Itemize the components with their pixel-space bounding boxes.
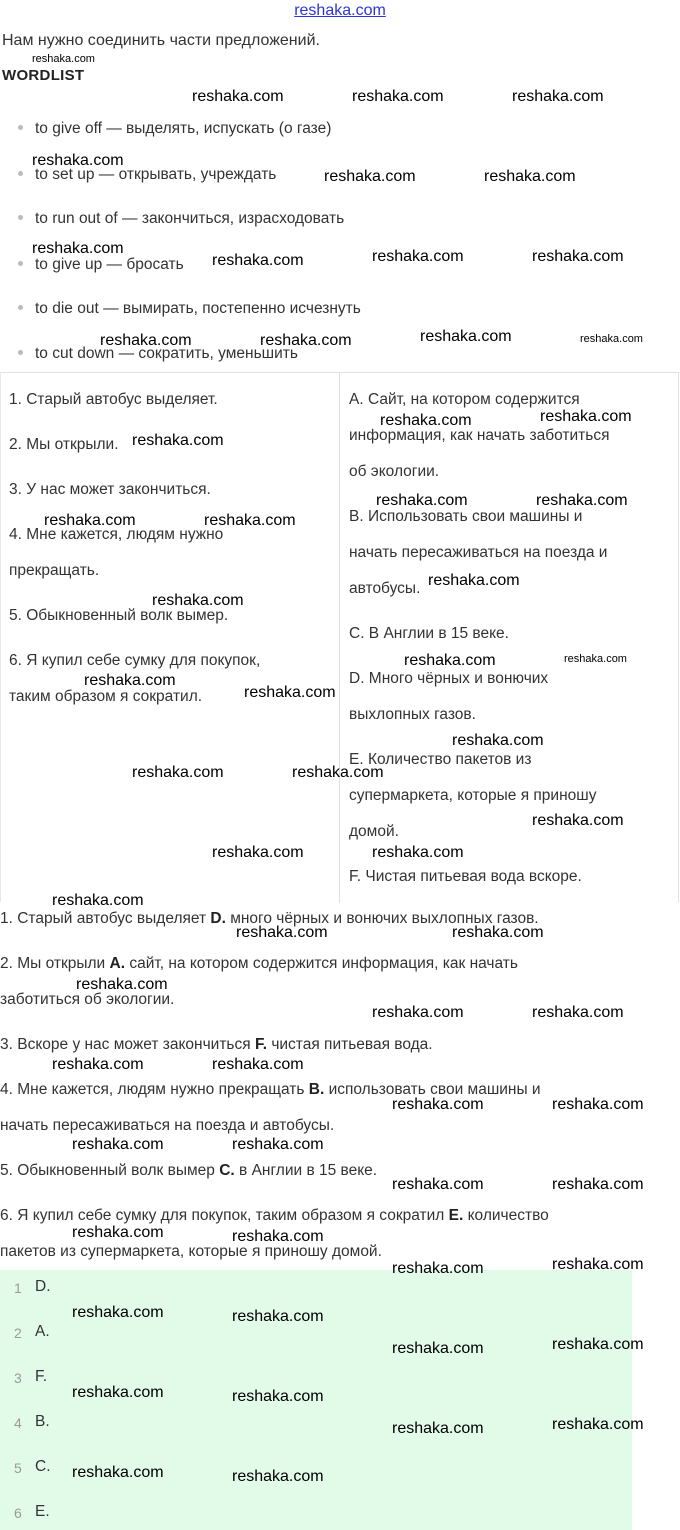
watermark: reshaka.com [420, 328, 512, 345]
answer-post: использовать свои машины и [324, 1081, 541, 1098]
watermark: reshaka.com [552, 1256, 644, 1273]
watermark: reshaka.com [532, 248, 624, 265]
answer-sentence [0, 955, 518, 973]
watermark: reshaka.com [452, 732, 544, 749]
watermark: reshaka.com [232, 1308, 324, 1325]
left-cell-line: 3. У нас может закончиться. [9, 481, 211, 498]
answer-sentence [0, 1162, 377, 1180]
wordlist-item-text: to give up — бросать [35, 256, 184, 273]
watermark: reshaka.com [84, 672, 176, 689]
watermark: reshaka.com [452, 924, 544, 941]
left-cell-line: 1. Старый автобус выделяет. [9, 391, 218, 408]
answer-pre: 3. Вскоре у нас может закончиться [0, 1036, 255, 1053]
left-cell-line: 5. Обыкновенный волк вымер. [9, 607, 229, 624]
bullet-icon [18, 125, 23, 130]
left-cell-line: прекращать. [9, 562, 100, 579]
answer-post: в Англии в 15 веке. [234, 1162, 378, 1179]
watermark: reshaka.com [372, 248, 464, 265]
watermark: reshaka.com [372, 844, 464, 861]
wordlist-item-text: to set up — открывать, учреждать [35, 166, 277, 183]
answer-key-letter: E. [35, 1503, 50, 1520]
watermark: reshaka.com [260, 332, 352, 349]
answer-pre: 6. Я купил себе сумку для покупок, таким образом я сократил [0, 1207, 449, 1224]
answer-pre: пакетов из супермаркета, которые я приношу домой. [0, 1243, 382, 1260]
watermark: reshaka.com [244, 684, 336, 701]
answer-letter: C. [219, 1162, 235, 1179]
answer-key-letter: F. [35, 1368, 48, 1385]
right-cell-line: об экологии. [349, 463, 440, 480]
watermark: reshaka.com [540, 408, 632, 425]
answer-key-letter: B. [35, 1413, 50, 1430]
left-cell-line: 6. Я купил себе сумку для покупок, [9, 652, 261, 669]
watermark: reshaka.com [552, 1096, 644, 1113]
watermark: reshaka.com [76, 976, 168, 993]
watermark: reshaka.com [236, 924, 328, 941]
answer-pre: 5. Обыкновенный волк вымер [0, 1162, 220, 1179]
answer-post: много чёрных и вонючих выхлопных газов. [225, 910, 539, 927]
bullet-icon [18, 261, 23, 266]
watermark: reshaka.com [232, 1468, 324, 1485]
right-cell-line: F. Чистая питьевая вода вскоре. [349, 868, 582, 885]
right-cell-line: автобусы. [349, 580, 421, 597]
watermark: reshaka.com [132, 432, 224, 449]
left-cell-line: таким образом я сократил. [9, 688, 203, 705]
answer-key-number: 1 [14, 1280, 22, 1296]
watermark: reshaka.com [392, 1260, 484, 1277]
wordlist-title: WORDLIST [2, 67, 85, 84]
right-cell-line: A. Сайт, на котором содержится [349, 391, 580, 408]
watermark: reshaka.com [532, 1004, 624, 1021]
answer-key-number: 3 [14, 1370, 22, 1386]
watermark: reshaka.com [152, 592, 244, 609]
watermark: reshaka.com [232, 1388, 324, 1405]
watermark: reshaka.com [72, 1464, 164, 1481]
answer-sentence [0, 1036, 433, 1054]
right-cell-line: начать пересаживаться на поезда и [349, 544, 608, 561]
left-cell-line: 4. Мне кажется, людям нужно [9, 526, 224, 543]
right-cell-line: домой. [349, 823, 399, 840]
watermark: reshaka.com [32, 53, 95, 65]
watermark: reshaka.com [380, 412, 472, 429]
answer-sentence [0, 1243, 382, 1261]
watermark: reshaka.com [580, 333, 643, 345]
bullet-icon [18, 350, 23, 355]
answer-pre: 1. Старый автобус выделяет [0, 910, 211, 927]
answer-letter: B. [308, 1081, 325, 1098]
watermark: reshaka.com [552, 1336, 644, 1353]
bullet-icon [18, 215, 23, 220]
answer-pre: заботиться об экологии. [0, 991, 175, 1008]
watermark: reshaka.com [552, 1416, 644, 1433]
watermark: reshaka.com [192, 88, 284, 105]
watermark: reshaka.com [564, 653, 627, 665]
watermark: reshaka.com [212, 1056, 304, 1073]
watermark: reshaka.com [428, 572, 520, 589]
right-cell-line: C. В Англии в 15 веке. [349, 625, 509, 642]
answer-sentence [0, 1117, 334, 1135]
right-cell-line: информация, как начать заботиться [349, 427, 610, 444]
answer-key-letter: C. [35, 1458, 51, 1475]
answer-key-number: 5 [14, 1460, 22, 1476]
watermark: reshaka.com [484, 168, 576, 185]
answer-key-number: 2 [14, 1325, 22, 1341]
watermark: reshaka.com [32, 240, 124, 257]
watermark: reshaka.com [32, 152, 124, 169]
watermark: reshaka.com [100, 332, 192, 349]
answer-pre: 2. Мы открыли [0, 955, 110, 972]
right-cell-line: E. Количество пакетов из [349, 751, 532, 768]
right-cell-line: выхлопных газов. [349, 706, 476, 723]
answer-pre: начать пересаживаться на поезда и автобусы. [0, 1117, 335, 1134]
wordlist-item-text: to die out — вымирать, постепенно исчезнуть [35, 300, 361, 317]
watermark: reshaka.com [392, 1176, 484, 1193]
watermark: reshaka.com [372, 1004, 464, 1021]
answer-letter: A. [109, 955, 126, 972]
watermark: reshaka.com [72, 1224, 164, 1241]
watermark: reshaka.com [204, 512, 296, 529]
answer-pre: 4. Мне кажется, людям нужно прекращать [0, 1081, 309, 1098]
answer-post: чистая питьевая вода. [267, 1036, 433, 1053]
bullet-icon [18, 171, 23, 176]
watermark: reshaka.com [292, 764, 384, 781]
column-divider [339, 373, 340, 903]
wordlist-item-text: to cut down — сократить, уменьшить [35, 345, 298, 362]
watermark: reshaka.com [212, 844, 304, 861]
answer-letter: F. [254, 1036, 268, 1053]
watermark: reshaka.com [132, 764, 224, 781]
watermark: reshaka.com [404, 652, 496, 669]
answer-key-letter: D. [35, 1278, 51, 1295]
answer-post: сайт, на котором содержится информация, как начать [125, 955, 518, 972]
watermark: reshaka.com [536, 492, 628, 509]
answer-key-number: 6 [14, 1505, 22, 1521]
answer-sentence [0, 1207, 549, 1225]
watermark: reshaka.com [392, 1096, 484, 1113]
intro-text: Нам нужно соединить части предложений. [2, 32, 320, 49]
answer-key-letter: A. [35, 1323, 50, 1340]
watermark: reshaka.com [72, 1304, 164, 1321]
watermark: reshaka.com [72, 1384, 164, 1401]
watermark: reshaka.com [52, 1056, 144, 1073]
watermark: reshaka.com [72, 1136, 164, 1153]
watermark: reshaka.com [352, 88, 444, 105]
wordlist-item [18, 210, 344, 228]
bullet-icon [18, 305, 23, 310]
wordlist-item-text: to run out of — закончиться, израсходовать [35, 210, 345, 227]
left-cell-line: 2. Мы открыли. [9, 436, 119, 453]
right-cell-line: D. Много чёрных и вонючих [349, 670, 549, 687]
watermark: reshaka.com [376, 492, 468, 509]
watermark: reshaka.com [232, 1136, 324, 1153]
watermark: reshaka.com [324, 168, 416, 185]
wordlist-item-text: to give off — выделять, испускать (о газе) [35, 120, 332, 137]
site-header-link[interactable]: reshaka.com [294, 2, 386, 19]
watermark: reshaka.com [44, 512, 136, 529]
answer-letter: D. [210, 910, 226, 927]
wordlist-item [18, 256, 184, 274]
right-cell-line: супермаркета, которые я приношу [349, 787, 597, 804]
watermark: reshaka.com [52, 892, 144, 909]
answer-letter: E. [448, 1207, 464, 1224]
watermark: reshaka.com [392, 1420, 484, 1437]
watermark: reshaka.com [232, 1228, 324, 1245]
wordlist-item [18, 300, 361, 318]
answer-key-number: 4 [14, 1415, 22, 1431]
watermark: reshaka.com [532, 812, 624, 829]
right-cell-line: B. Использовать свои машины и [349, 508, 583, 525]
answer-post: количество [463, 1207, 549, 1224]
wordlist-item [18, 120, 331, 138]
watermark: reshaka.com [512, 88, 604, 105]
watermark: reshaka.com [552, 1176, 644, 1193]
watermark: reshaka.com [392, 1340, 484, 1357]
watermark: reshaka.com [212, 252, 304, 269]
